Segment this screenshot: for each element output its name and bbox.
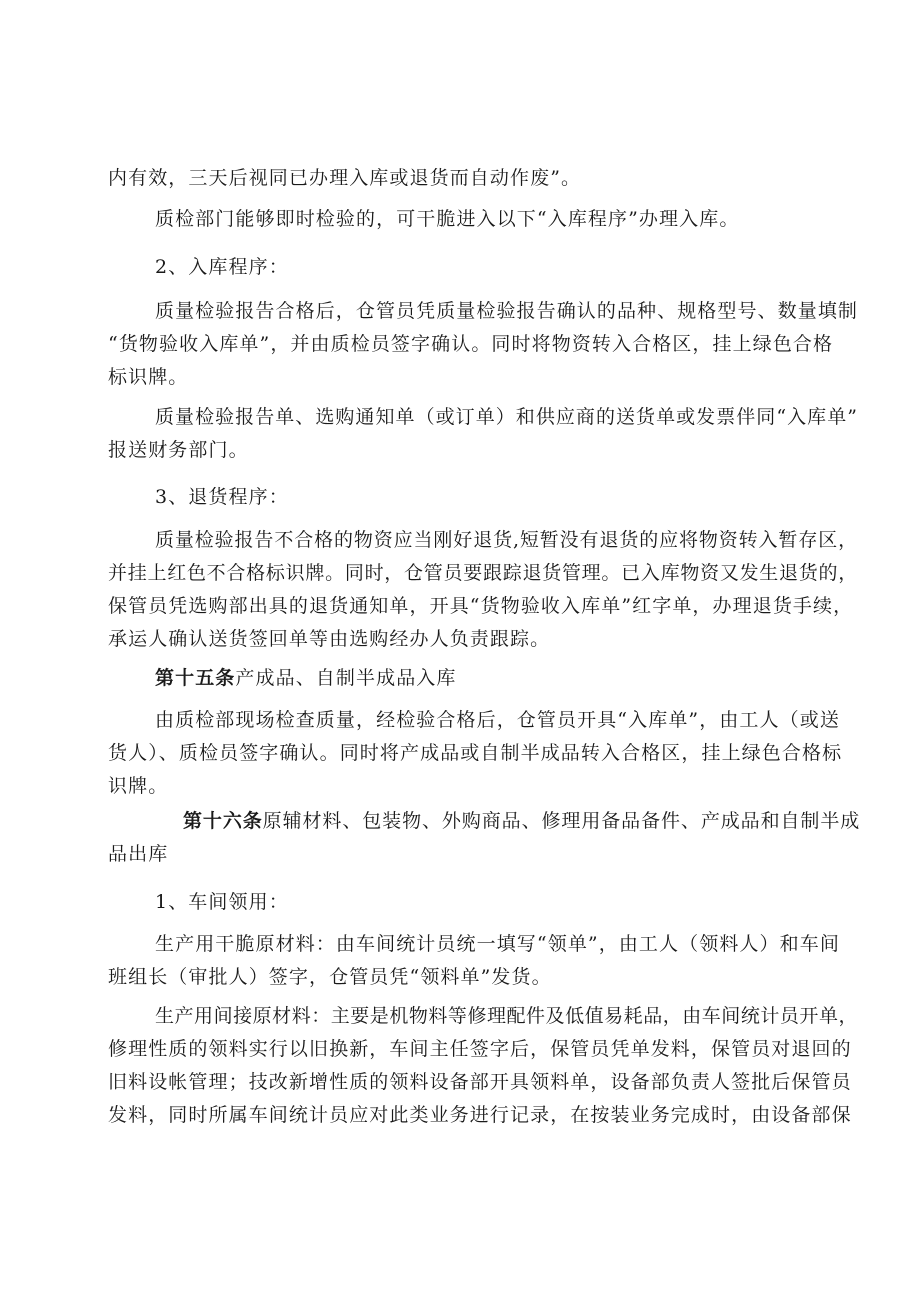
text-line: 发料，同时所属车间统计员应对此类业务进行记录，在按装业务完成时，由设备部保 [108,1104,852,1126]
text-line: 班组长（审批人）签字，仓管员凭“领料单”发货。 [108,966,552,988]
paragraph-9 [108,704,858,803]
paragraph-12 [108,928,858,994]
section-heading-1 [155,886,858,919]
paragraph-2 [155,203,858,236]
article-number: 第十六条 [183,810,263,832]
text-line: 修理性质的领料实行以旧换新，车间主任签字后，保管员凭单发料，保管员对退回的 [108,1038,852,1060]
text-line: 由质检部现场检查质量，经检验合格后，仓管员开具“入库单”，由工人（或送 [155,709,840,731]
text-line: 识牌。 [108,775,169,797]
paragraph-7 [108,524,858,656]
paragraph-4 [108,295,858,394]
text-line: 生产用间接原材料：主要是机物料等修理配件及低值易耗品，由车间统计员开单， [155,1005,858,1027]
paragraph-1 [108,162,858,195]
text-line: 3、退货程序： [155,486,289,508]
text-line: “货物验收入库单”，并由质检员签字确认。同时将物资转入合格区，挂上绿色合格 [108,333,834,355]
text-line: 品出库 [108,843,169,865]
article-16-heading [108,805,861,871]
section-heading-3 [155,481,858,514]
text-line: 旧料设帐管理；技改新增性质的领料设备部开具领料单，设备部负责人签批后保管员 [108,1071,852,1093]
article-15-heading [155,662,858,695]
paragraph-13 [108,1000,858,1132]
paragraph-5 [108,401,858,467]
article-title: 原辅材料、包装物、外购商品、修理用备品备件、产成品和自制半成 [262,810,861,832]
text-line: 质量检验报告单、选购通知单（或订单）和供应商的送货单或发票伴同“入库单” [155,406,858,428]
text-line: 并挂上红色不合格标识牌。同时，仓管员要跟踪退货管理。已入库物资又发生退货的， [108,562,858,584]
text-line: 内有效，三天后视同已办理入库或退货而自动作废”。 [108,167,582,189]
text-line: 生产用干脆原材料：由车间统计员统一填写“领单”，由工人（领料人）和车间 [155,933,840,955]
text-line: 质检部门能够即时检验的，可干脆进入以下“入库程序”办理入库。 [155,208,740,230]
text-line: 2、入库程序： [155,256,289,278]
section-heading-2 [155,251,858,284]
text-line: 货人）、质检员签字确认。同时将产成品或自制半成品转入合格区，挂上绿色合格标 [108,742,843,764]
text-line: 报送财务部门。 [108,439,249,461]
text-line: 1、车间领用： [155,891,289,913]
text-line: 承运人确认送货签回单等由选购经办人负责跟踪。 [108,628,551,650]
article-number: 第十五条 [155,667,236,689]
article-title: 产成品、自制半成品入库 [235,667,457,689]
text-line: 质量检验报告合格后，仓管员凭质量检验报告确认的品种、规格型号、数量填制 [155,300,858,322]
text-line: 标识牌。 [108,366,189,388]
text-line: 保管员凭选购部出具的退货通知单，开具“货物验收入库单”红字单，办理退货手续， [108,595,854,617]
text-line: 质量检验报告不合格的物资应当刚好退货,短暂没有退货的应将物资转入暂存区， [155,529,858,551]
